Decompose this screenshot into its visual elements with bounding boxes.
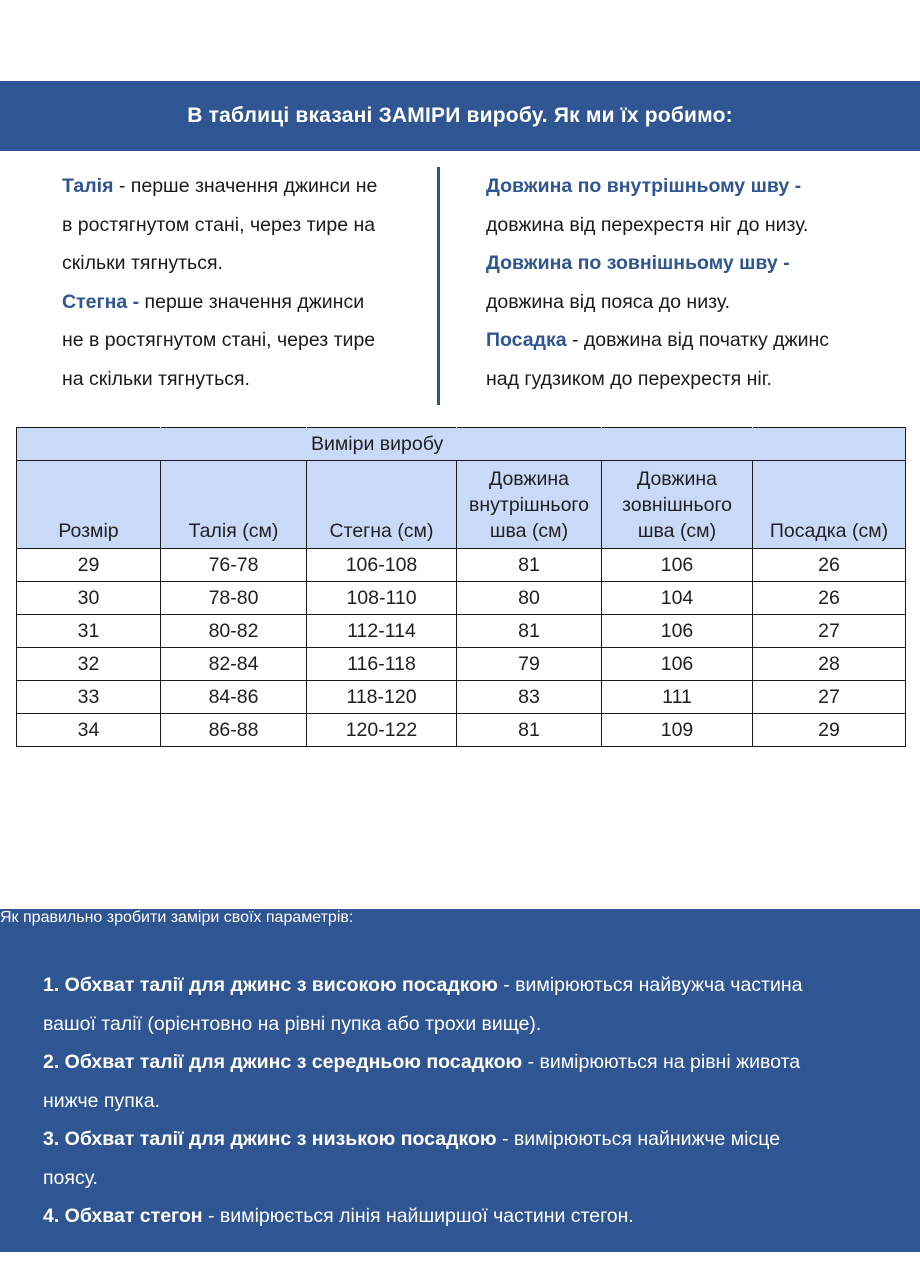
table-cell: 29	[17, 549, 161, 582]
table-cell: 26	[753, 582, 906, 615]
waist-definition-line-2: в ростягнутом стані, через тире на	[62, 213, 376, 236]
table-row	[17, 549, 906, 582]
table-cell: 81	[457, 549, 602, 582]
table-header-cell	[161, 428, 307, 461]
table-cell: 81	[457, 615, 602, 648]
column-divider	[437, 167, 440, 405]
table-cell: 32	[17, 648, 161, 681]
column-header-line: Розмір	[58, 520, 119, 542]
table-cell: 78-80	[161, 582, 307, 615]
table-cell: 82-84	[161, 648, 307, 681]
outseam-definition-line-1	[486, 244, 906, 283]
column-header-line: зовнішнього	[622, 494, 732, 516]
instruction-title: 3. Обхват талії для джинс з низькою посадкою	[43, 1128, 497, 1150]
table-cell: 81	[457, 714, 602, 747]
table-column-header	[753, 461, 906, 549]
table-column-header	[17, 461, 161, 549]
rise-definition-line-2: над гудзиком до перехрестя ніг.	[486, 367, 772, 390]
instruction-text: - вимірюються на рівні живота	[522, 1051, 801, 1073]
column-header-line: внутрішнього	[469, 494, 589, 516]
rise-text-1: - довжина від початку джинс	[566, 329, 829, 351]
table-header-cell	[602, 428, 753, 461]
table-cell: 34	[17, 714, 161, 747]
table-cell: 106	[602, 615, 753, 648]
hips-definition-line-1	[62, 283, 427, 322]
table-row	[17, 648, 906, 681]
table-cell: 106	[602, 549, 753, 582]
table-cell: 112-114	[307, 615, 457, 648]
table-group-header: Виміри виробу	[307, 428, 457, 461]
outseam-term: Довжина по зовнішньому шву -	[486, 252, 790, 274]
inseam-definition-line-1	[486, 167, 906, 206]
waist-text-1: - перше значення джинси не	[113, 175, 378, 197]
instruction-text: - вимірюється лінія найширшої частини стегон.	[202, 1205, 634, 1227]
table-row	[17, 714, 906, 747]
table-cell: 27	[753, 681, 906, 714]
instruction-line	[43, 966, 893, 1005]
table-cell: 31	[17, 615, 161, 648]
instruction-title: 4. Обхват стегон	[43, 1205, 203, 1227]
instruction-line	[43, 1120, 893, 1159]
table-header-cell	[17, 428, 161, 461]
footer-instructions	[43, 966, 893, 1236]
table-cell: 116-118	[307, 648, 457, 681]
table-cell: 83	[457, 681, 602, 714]
table-column-header	[307, 461, 457, 549]
table-cell: 27	[753, 615, 906, 648]
size-table	[16, 427, 906, 747]
table-cell: 79	[457, 648, 602, 681]
column-header-line: Довжина	[637, 468, 717, 490]
waist-definition-line-3: скільки тягнуться.	[62, 252, 223, 274]
instruction-continuation: вашої талії (орієнтовно на рівні пупка або трохи вище).	[43, 1012, 542, 1035]
info-banner	[0, 81, 920, 151]
instruction-line	[43, 1197, 893, 1236]
instruction-continuation: нижче пупка.	[43, 1089, 160, 1112]
table-cell: 26	[753, 549, 906, 582]
inseam-definition-line-2: довжина від перехрестя ніг до низу.	[486, 213, 809, 236]
table-header-cell	[753, 428, 906, 461]
instruction-title: 1. Обхват талії для джинс з високою посадкою	[43, 974, 498, 996]
table-cell: 111	[602, 681, 753, 714]
column-header-line: шва (см)	[637, 520, 717, 542]
hips-definition-line-2: не в ростягнутом стані, через тире	[62, 329, 376, 351]
table-cell: 33	[17, 681, 161, 714]
table-cell: 109	[602, 714, 753, 747]
inseam-term: Довжина по внутрішньому шву -	[486, 175, 802, 197]
right-definitions	[486, 167, 906, 398]
table-cell: 108-110	[307, 582, 457, 615]
table-header-cell	[457, 428, 602, 461]
table-cell: 29	[753, 714, 906, 747]
table-body	[17, 549, 906, 747]
table-column-header	[457, 461, 602, 549]
hips-definition-line-3: на скільки тягнуться.	[62, 367, 250, 390]
instruction-line	[43, 1043, 893, 1082]
waist-definition-line-1	[62, 167, 427, 206]
table-group-header-row	[17, 428, 906, 461]
table-column-header-row	[17, 461, 906, 549]
table-cell: 106-108	[307, 549, 457, 582]
table-cell: 86-88	[161, 714, 307, 747]
hips-term: Стегна -	[62, 290, 140, 313]
column-header-line: Довжина	[489, 468, 569, 490]
table-cell: 104	[602, 582, 753, 615]
rise-term: Посадка	[486, 329, 567, 351]
table-cell: 106	[602, 648, 753, 681]
column-header-line: шва (см)	[489, 520, 569, 542]
table-row	[17, 615, 906, 648]
outseam-definition-line-2: довжина від пояса до низу.	[486, 290, 731, 313]
instruction-text: - вимірюються найнижче місце	[496, 1128, 781, 1150]
table-cell: 80-82	[161, 615, 307, 648]
banner-title: В таблиці вказані ЗАМІРИ виробу. Як ми їх робимо:	[187, 104, 733, 127]
table-cell: 118-120	[307, 681, 457, 714]
hips-text-1: перше значення джинси	[139, 290, 365, 313]
column-header-line: Стегна (см)	[329, 520, 434, 542]
instruction-text: - вимірюються найвужча частина	[497, 974, 803, 996]
table-column-header	[161, 461, 307, 549]
table-cell: 30	[17, 582, 161, 615]
rise-definition-line-1	[486, 321, 906, 360]
column-header-line: Посадка (см)	[769, 520, 889, 542]
table-cell: 76-78	[161, 549, 307, 582]
left-definitions	[62, 167, 427, 398]
table-column-header	[602, 461, 753, 549]
footer-heading: Як правильно зробити заміри своїх параметрів:	[0, 909, 354, 926]
waist-term: Талія	[62, 175, 114, 197]
column-header-line: Талія (см)	[188, 520, 279, 542]
table-cell: 28	[753, 648, 906, 681]
instruction-continuation: поясу.	[43, 1166, 98, 1189]
table-row	[17, 582, 906, 615]
table-row	[17, 681, 906, 714]
table-cell: 80	[457, 582, 602, 615]
table-cell: 84-86	[161, 681, 307, 714]
table-cell: 120-122	[307, 714, 457, 747]
instruction-title: 2. Обхват талії для джинс з середньою посадкою	[43, 1051, 523, 1073]
